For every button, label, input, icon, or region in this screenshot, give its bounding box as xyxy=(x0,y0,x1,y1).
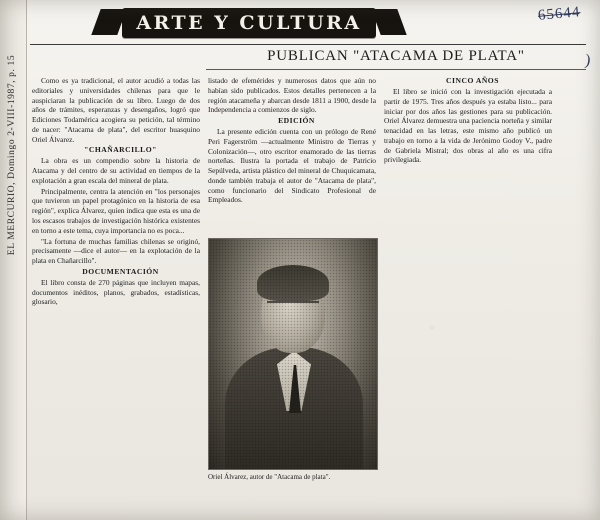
clipping-spine xyxy=(0,0,27,520)
section-subhead: EDICIÓN xyxy=(278,116,315,126)
photo-subject-tie xyxy=(289,365,301,413)
source-citation: EL MERCURIO, Domingo 2-VIII-1987, p. 15 xyxy=(7,54,17,256)
paragraph: El libro se inició con la investigación ejecutada a partir de 1975. Tres años después ya estaba listo... para iniciar por dos años las gestiones para su publicación. Oriel Álvarez demuestra una paciencia norteña y similar tenacidad en las letras, este mismo año publicó un trabajo en torno a la vida de Jerónimo Godoy V., padre de Gabriela Mistral; dos obras al año es una cifra privilegiada. xyxy=(384,87,552,165)
masthead-banner xyxy=(122,8,376,38)
article-photo xyxy=(208,238,378,470)
headline-rule xyxy=(206,69,586,70)
paragraph: La obra es un compendio sobre la historia de Atacama y del centro de su actividad en tiempos de la explotación a gran escala del mineral de plata. xyxy=(32,156,200,185)
article-column-3 xyxy=(384,76,552,166)
article-headline: PUBLICAN "ATACAMA DE PLATA" xyxy=(267,48,525,64)
photo-subject-body xyxy=(225,347,363,470)
paragraph: La presente edición cuenta con un prólogo de René Peri Fagerström —actualmente Ministro de Tierras y Colonización—, otro escritor enamorado de las tierras norteñas. Ilustra la portada el trabajo de Patricio Sepúlveda, artista plástico del mineral de Chuquicamata, donde también trabaja el autor de "Atacama de plata", como funcionario del Sindicato Profesional de Empleados. xyxy=(208,127,376,205)
paragraph: Como es ya tradicional, el autor acudió a todas las editoriales y universidades chilenas para que le auspiciaran la publicación de su libro. Luego de dos años de trámites, esperanzas y desengaños, logró que Ediciones Todamérica acogiera su petición, tal término de nacer: "Atacama de plata", del escritor huasquino Oriel Álvarez. xyxy=(32,76,200,144)
paragraph: "La fortuna de muchas familias chilenas se originó, precisamente —dice el autor— en la explotación de la plata en Chañarcillo". xyxy=(32,236,200,266)
paragraph: listado de efemérides y numerosos datos que aún no habían sido publicados. Estos detalles pertenecen a la región atacameña y abarcan desde 1811 a 1900, desde la Independencia a comienzos de siglo. xyxy=(208,76,376,115)
photo-caption: Oriel Álvarez, autor de "Atacama de plata". xyxy=(208,473,331,481)
masthead-title: ARTE Y CULTURA xyxy=(136,12,362,34)
photo-subject-glasses xyxy=(267,301,319,315)
article-column-2 xyxy=(208,76,376,206)
section-subhead: CINCO AÑOS xyxy=(446,76,499,85)
photo-block xyxy=(208,238,378,488)
masthead xyxy=(30,6,586,42)
margin-doodle: ) xyxy=(583,51,592,70)
article-column-1 xyxy=(32,76,200,308)
masthead-rule xyxy=(30,44,586,45)
section-subhead: "CHAÑARCILLO" xyxy=(84,145,157,155)
section-subhead: DOCUMENTACIÓN xyxy=(82,266,159,276)
masthead-flare-right xyxy=(371,9,406,35)
photo-subject-head xyxy=(261,273,325,353)
archive-number xyxy=(537,4,581,25)
paragraph: El libro consta de 270 páginas que incluyen mapas, documentos inéditos, planos, grabados, estadísticas, glosario, xyxy=(32,277,200,307)
photo-subject-hair xyxy=(257,265,329,301)
paragraph: Principalmente, centra la atención en "los personajes que tuvieron un papel protagónico en la historia de esa región", explica Álvarez, quien indica que esta es una de los escasos trabajos de investigación histórica existentes en torno a este tema, cuya importancia no es poca... xyxy=(32,186,200,235)
photo-subject-shirt xyxy=(277,351,311,411)
archive-number-struck: 65644 xyxy=(536,4,581,24)
